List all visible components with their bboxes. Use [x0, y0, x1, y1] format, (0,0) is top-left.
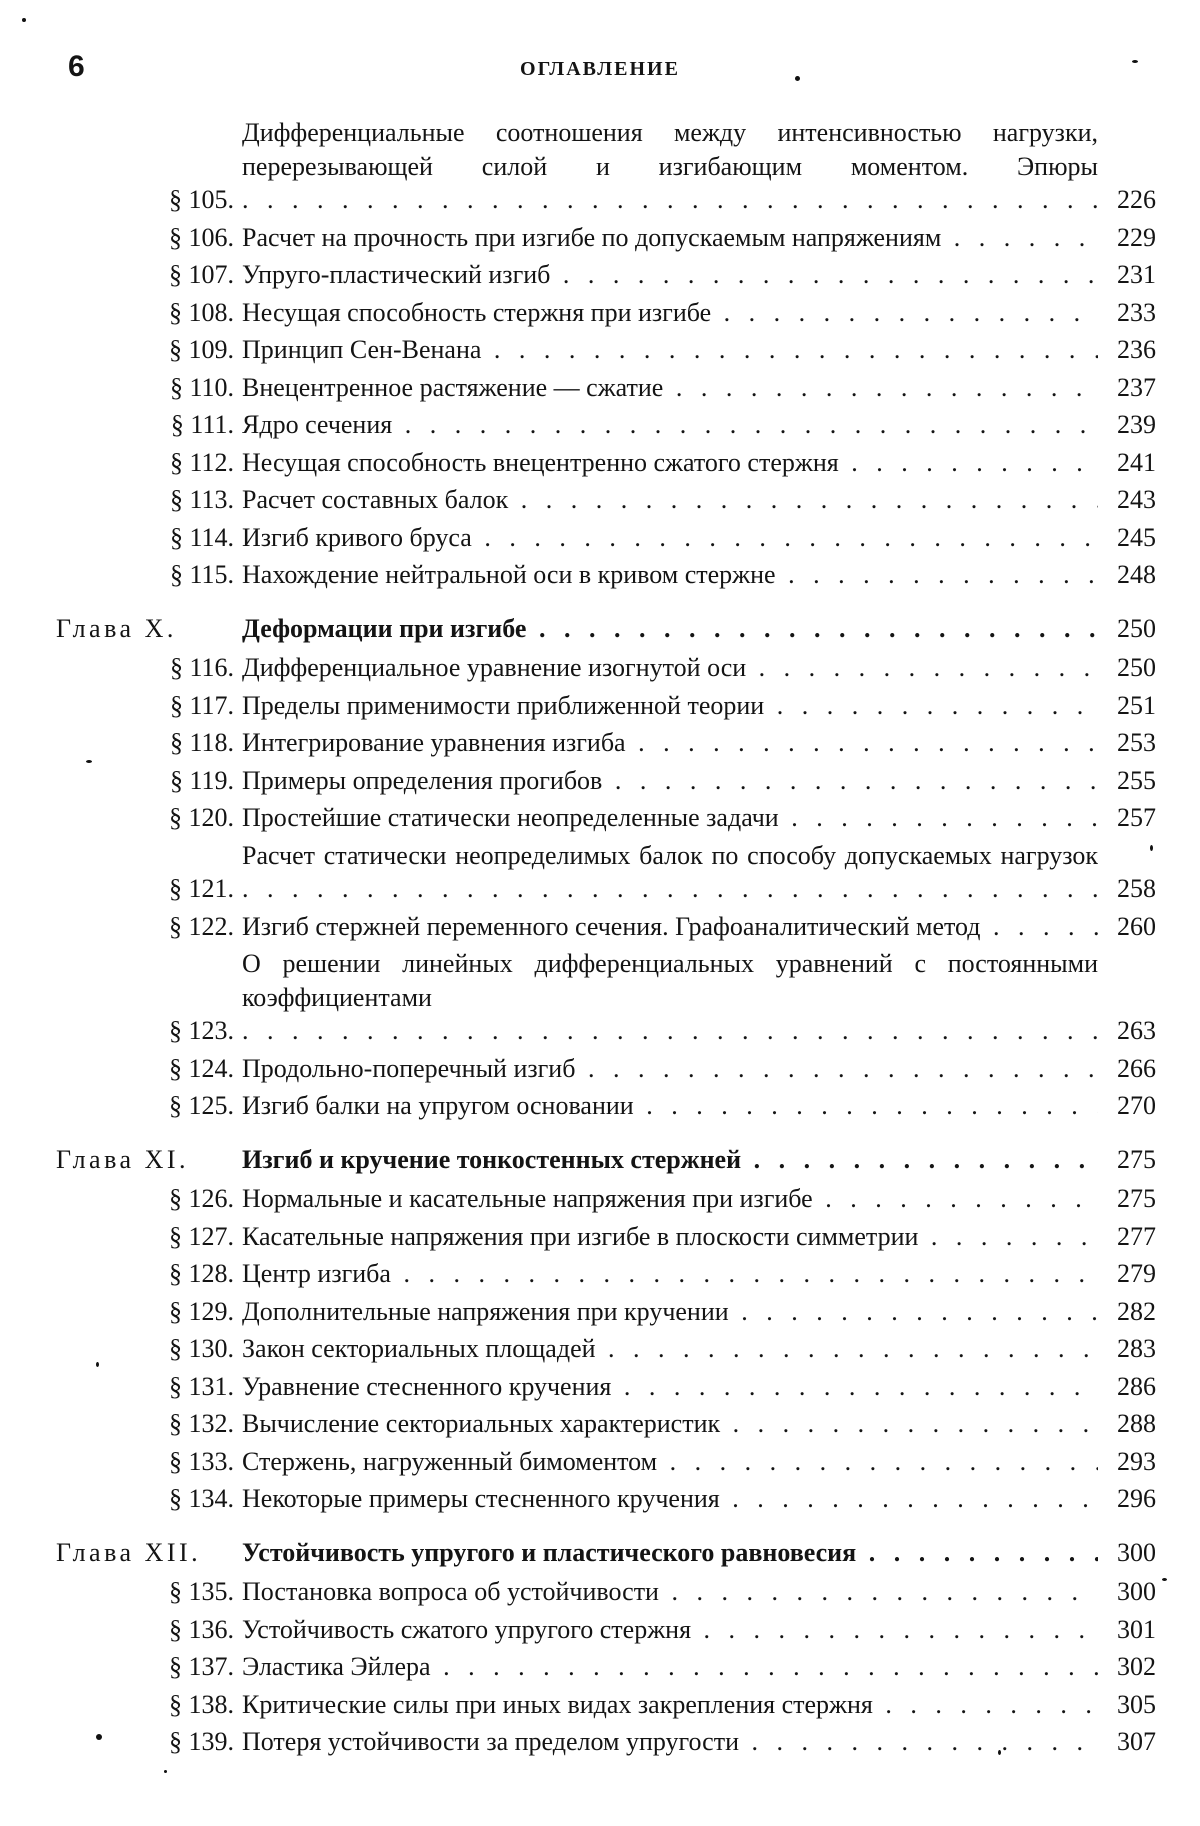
- toc-section-entry: [56, 1220, 1156, 1254]
- section-title: [242, 521, 1098, 555]
- toc-section-entry: [56, 689, 1156, 723]
- section-title: [242, 1575, 1098, 1609]
- toc-section-entry: [56, 116, 1156, 217]
- entry-title-text: Нахождение нейтральной оси в кривом стержне: [242, 560, 776, 589]
- scan-speck: [86, 760, 92, 763]
- entry-title-text: Принцип Сен-Венана: [242, 335, 482, 364]
- entry-title-text: Закон секториальных площадей: [242, 1334, 596, 1363]
- entry-title-text: Устойчивость сжатого упругого стержня: [242, 1614, 692, 1644]
- page-reference: 288: [1117, 1409, 1156, 1438]
- section-title: [242, 1613, 1098, 1647]
- section-title: [242, 910, 1098, 944]
- section-number: § 119.: [169, 765, 234, 795]
- page-reference: 286: [1117, 1371, 1156, 1401]
- page-reference: 301: [1117, 1614, 1156, 1644]
- section-number: § 135.: [169, 1577, 234, 1606]
- scan-speck: [795, 76, 800, 81]
- toc-section-entry: [56, 558, 1156, 592]
- entry-title-text: Нормальные и касательные напряжения при изгибе: [242, 1184, 813, 1213]
- section-number: § 123.: [169, 1016, 234, 1045]
- chapter-number: Глава X.: [56, 613, 177, 643]
- toc-section-entry: [56, 1332, 1156, 1366]
- toc-section-entry: [56, 1182, 1156, 1216]
- section-number: § 125.: [169, 1091, 234, 1120]
- section-title: [242, 689, 1098, 723]
- section-number: § 105.: [169, 185, 234, 214]
- section-title: [242, 1182, 1098, 1216]
- entry-title-text: Некоторые примеры стесненного кручения: [242, 1484, 720, 1513]
- page-reference: 243: [1117, 485, 1156, 514]
- chapter-number: Глава XII.: [56, 1537, 202, 1567]
- section-number: § 137.: [169, 1652, 234, 1681]
- entry-title-text: Примеры определения прогибов: [242, 765, 603, 795]
- entry-title-text: Ядро сечения: [242, 410, 393, 439]
- page-reference: 293: [1117, 1446, 1156, 1476]
- section-title: [242, 333, 1098, 367]
- section-number: § 116.: [169, 653, 234, 682]
- entry-title-text: Изгиб и кручение тонкостенных стержней: [242, 1144, 742, 1174]
- toc-section-entry: [56, 371, 1156, 405]
- section-number: § 134.: [169, 1484, 234, 1513]
- page-reference: 279: [1117, 1259, 1156, 1288]
- scan-speck: [96, 1734, 102, 1740]
- entry-title-text: Изгиб балки на упругом основании: [242, 1091, 634, 1120]
- page-reference: 255: [1117, 765, 1156, 795]
- toc-section-entry: [56, 910, 1156, 944]
- toc-section-entry: [56, 221, 1156, 255]
- toc-chapter-entry: [56, 1143, 1156, 1177]
- toc-section-entry: [56, 1089, 1156, 1123]
- page-reference: 300: [1117, 1537, 1156, 1567]
- section-number: § 107.: [169, 260, 234, 289]
- toc-section-entry: [56, 764, 1156, 798]
- entry-title-text: Расчет статически неопределимых балок по способу допускаемых нагрузок: [242, 840, 1098, 870]
- section-title: [242, 947, 1098, 1048]
- entry-title-text: Расчет на прочность при изгибе по допускаемым напряжениям: [242, 222, 942, 252]
- entry-title-text: Продольно-поперечный изгиб: [242, 1053, 576, 1083]
- toc-section-entry: [56, 446, 1156, 480]
- toc-section-entry: [56, 408, 1156, 442]
- section-number: § 108.: [169, 297, 234, 327]
- section-number: § 138.: [169, 1689, 234, 1719]
- section-title: [242, 371, 1098, 405]
- section-number: § 127.: [169, 1221, 234, 1251]
- entry-title-text: Изгиб кривого бруса: [242, 522, 472, 552]
- entry-title-text: Стержень, нагруженный бимоментом: [242, 1446, 658, 1476]
- toc-section-entry: [56, 1482, 1156, 1516]
- toc-section-entry: [56, 1445, 1156, 1479]
- page-reference: 275: [1117, 1144, 1156, 1174]
- section-title: [242, 1052, 1098, 1086]
- entry-title-text: Простейшие статически неопределенные задачи: [242, 803, 779, 832]
- section-number: § 112.: [169, 447, 234, 477]
- section-title: [242, 1220, 1098, 1254]
- toc-section-entry: [56, 1370, 1156, 1404]
- entry-title-text: Вычисление секториальных характеристик: [242, 1409, 721, 1438]
- toc-section-entry: [56, 1257, 1156, 1291]
- entry-title-text: Несущая способность внецентренно сжатого стержня: [242, 447, 839, 477]
- running-head: ОГЛАВЛЕНИЕ: [520, 58, 680, 80]
- section-title: [242, 764, 1098, 798]
- page-reference: 283: [1117, 1334, 1156, 1363]
- toc-section-entry: [56, 1052, 1156, 1086]
- toc-section-entry: [56, 258, 1156, 292]
- toc-section-entry: [56, 296, 1156, 330]
- section-title: [242, 1725, 1098, 1759]
- section-title: [242, 258, 1098, 292]
- section-title: [242, 1295, 1098, 1329]
- page-reference: 245: [1117, 522, 1156, 552]
- page-reference: 257: [1117, 803, 1156, 832]
- section-title: [242, 651, 1098, 685]
- entry-title-text: Потеря устойчивости за пределом упругости: [242, 1727, 739, 1756]
- section-title: [242, 1482, 1098, 1516]
- toc-section-entry: [56, 947, 1156, 1048]
- toc-chapter-entry: [56, 1536, 1156, 1570]
- section-number: § 121.: [169, 874, 234, 903]
- section-title: [242, 558, 1098, 592]
- section-number: § 109.: [169, 335, 234, 364]
- page-reference: 253: [1117, 728, 1156, 757]
- section-number: § 139.: [169, 1727, 234, 1756]
- page-reference: 239: [1117, 410, 1156, 439]
- scan-speck: [22, 18, 26, 22]
- entry-title-text: Критические силы при иных видах закрепления стержня: [242, 1689, 873, 1719]
- page-reference: 275: [1117, 1184, 1156, 1213]
- scan-speck: [1150, 845, 1153, 851]
- toc-section-entry: [56, 726, 1156, 760]
- section-number: § 106.: [169, 222, 234, 252]
- section-title: [242, 116, 1098, 217]
- section-number: § 122.: [169, 911, 234, 941]
- page-reference: 231: [1117, 260, 1156, 289]
- entry-title-text: Изгиб стержней переменного сечения. Графоаналитический метод: [242, 911, 981, 941]
- page-reference: 251: [1117, 690, 1156, 720]
- chapter-title: [242, 612, 1098, 646]
- entry-title-text: Эластика Эйлера: [242, 1652, 431, 1681]
- entry-title-text: Несущая способность стержня при изгибе: [242, 297, 712, 327]
- section-title: [242, 446, 1098, 480]
- toc-section-entry: [56, 1725, 1156, 1759]
- chapter-title: [242, 1536, 1098, 1570]
- toc-section-entry: [56, 521, 1156, 555]
- page-reference: 233: [1117, 297, 1156, 327]
- page-reference: 282: [1117, 1296, 1156, 1326]
- entry-title-text: Дифференциальные соотношения между интенсивностью нагрузки, перерезывающей силой и изгибающим моментом. Эпюры: [242, 118, 1098, 181]
- toc-section-entry: [56, 1650, 1156, 1684]
- section-title: [242, 408, 1098, 442]
- chapter-number: Глава XI.: [56, 1144, 189, 1174]
- section-title: [242, 221, 1098, 255]
- page-reference: 250: [1117, 653, 1156, 682]
- section-title: [242, 1257, 1098, 1291]
- toc-section-entry: [56, 1688, 1156, 1722]
- section-title: [242, 1332, 1098, 1366]
- entry-title-text: Дифференциальное уравнение изогнутой оси: [242, 653, 747, 682]
- section-number: § 126.: [169, 1184, 234, 1213]
- scan-speck: [1132, 60, 1138, 63]
- page-reference: 307: [1117, 1727, 1156, 1756]
- entry-title-text: Внецентренное растяжение — сжатие: [242, 372, 664, 402]
- toc-section-entry: [56, 1575, 1156, 1609]
- scan-speck: [1162, 1578, 1167, 1581]
- page-reference: 260: [1117, 911, 1156, 941]
- chapter-title: [242, 1143, 1098, 1177]
- section-title: [242, 1370, 1098, 1404]
- page-reference: 236: [1117, 335, 1156, 364]
- entry-title-text: Упруго-пластический изгиб: [242, 260, 551, 289]
- section-number: § 129.: [169, 1296, 234, 1326]
- entry-title-text: Уравнение стесненного кручения: [242, 1371, 612, 1401]
- toc-section-entry: [56, 1295, 1156, 1329]
- section-number: § 124.: [169, 1053, 234, 1083]
- entry-title-text: О решении линейных дифференциальных уравнений с постоянными коэффициентами: [242, 949, 1098, 1012]
- toc-section-entry: [56, 1407, 1156, 1441]
- page-reference: 296: [1117, 1484, 1156, 1513]
- page-reference: 229: [1117, 222, 1156, 252]
- section-number: § 132.: [169, 1409, 234, 1438]
- section-number: § 133.: [169, 1446, 234, 1476]
- section-title: [242, 1688, 1098, 1722]
- section-title: [242, 1650, 1098, 1684]
- page-reference: 226: [1117, 185, 1156, 214]
- page-reference: 270: [1117, 1091, 1156, 1120]
- section-number: § 136.: [169, 1614, 234, 1644]
- page-reference: 300: [1117, 1577, 1156, 1606]
- scan-speck: [164, 1770, 167, 1773]
- scan-speck: [998, 1750, 1001, 1755]
- toc-section-entry: [56, 651, 1156, 685]
- page-reference: 302: [1117, 1652, 1156, 1681]
- entry-title-text: Пределы применимости приближенной теории: [242, 690, 765, 720]
- toc-section-entry: [56, 333, 1156, 367]
- section-title: [242, 1445, 1098, 1479]
- entry-title-text: Расчет составных балок: [242, 485, 509, 514]
- page-reference: 241: [1117, 447, 1156, 477]
- toc-section-entry: [56, 483, 1156, 517]
- section-number: § 113.: [169, 485, 234, 514]
- section-number: § 118.: [169, 728, 234, 757]
- entry-title-text: Касательные напряжения при изгибе в плоскости симметрии: [242, 1221, 919, 1251]
- section-number: § 115.: [169, 560, 234, 589]
- section-title: [242, 296, 1098, 330]
- section-title: [242, 1089, 1098, 1123]
- page-reference: 263: [1117, 1016, 1156, 1045]
- entry-title-text: Устойчивость упругого и пластического равновесия: [242, 1537, 857, 1567]
- scan-speck: [96, 1362, 99, 1367]
- entry-title-text: Центр изгиба: [242, 1259, 391, 1288]
- page-reference: 237: [1117, 372, 1156, 402]
- entry-title-text: Дополнительные напряжения при кручении: [242, 1296, 729, 1326]
- entry-title-text: Деформации при изгибе: [242, 613, 527, 643]
- toc-section-entry: [56, 839, 1156, 906]
- page-reference: 305: [1117, 1689, 1156, 1719]
- section-number: § 114.: [169, 522, 234, 552]
- section-title: [242, 726, 1098, 760]
- page-reference: 277: [1117, 1221, 1156, 1251]
- section-number: § 111.: [170, 410, 234, 439]
- section-number: § 130.: [169, 1334, 234, 1363]
- section-number: § 131.: [169, 1371, 234, 1401]
- section-title: [242, 1407, 1098, 1441]
- toc-section-entry: [56, 801, 1156, 835]
- section-title: [242, 839, 1098, 906]
- toc-chapter-entry: [56, 612, 1156, 646]
- section-number: § 120.: [169, 803, 234, 832]
- section-number: § 128.: [169, 1259, 234, 1288]
- page-reference: 250: [1117, 613, 1156, 643]
- section-title: [242, 483, 1098, 517]
- page-reference: 248: [1117, 560, 1156, 589]
- page-reference: 266: [1117, 1053, 1156, 1083]
- section-title: [242, 801, 1098, 835]
- section-number: § 110.: [169, 372, 234, 402]
- entry-title-text: Постановка вопроса об устойчивости: [242, 1577, 659, 1606]
- entry-title-text: Интегрирование уравнения изгиба: [242, 728, 626, 757]
- table-of-contents: [56, 112, 1156, 1759]
- toc-section-entry: [56, 1613, 1156, 1647]
- section-number: § 117.: [169, 690, 234, 720]
- page-reference: 258: [1117, 874, 1156, 903]
- page-number: 6: [68, 50, 85, 83]
